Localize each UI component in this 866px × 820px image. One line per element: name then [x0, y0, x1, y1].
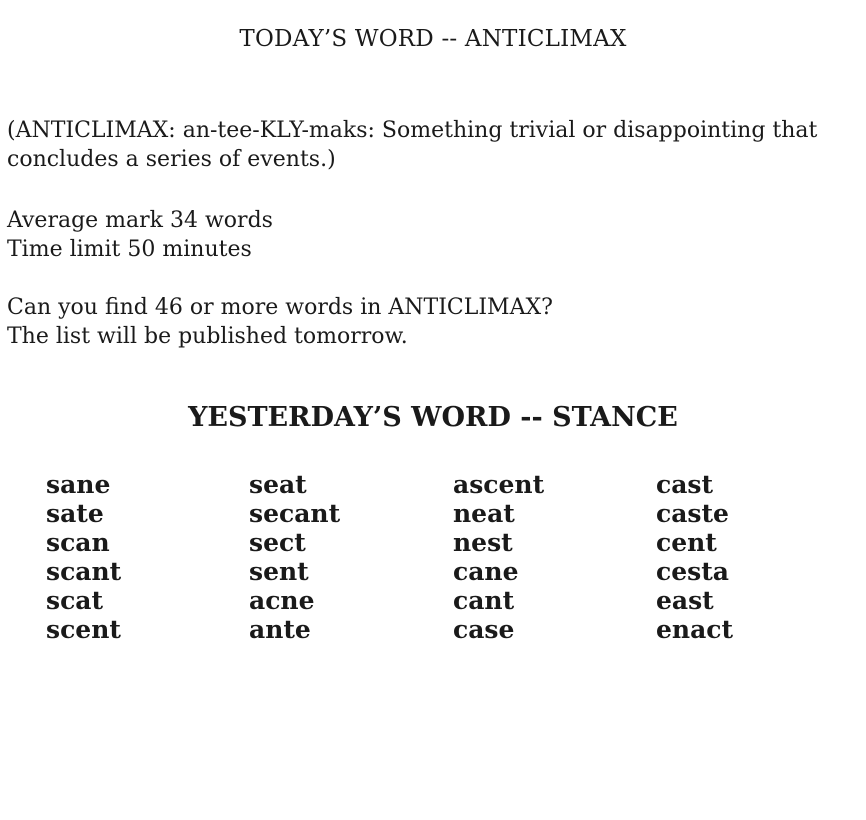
word-item: ante [249, 615, 311, 644]
word-item: secant [249, 499, 341, 528]
time-limit: Time limit 50 minutes [7, 237, 252, 262]
word-item: caste [656, 499, 729, 528]
word-item: cent [656, 528, 717, 557]
todays-word-title: TODAY’S WORD -- ANTICLIMAX [239, 26, 627, 52]
word-column-2 [249, 470, 340, 644]
word-item: enact [656, 615, 734, 644]
word-column-1 [46, 470, 121, 644]
yesterdays-word-list [0, 470, 866, 650]
yesterdays-word-title: YESTERDAY’S WORD -- STANCE [188, 402, 678, 433]
word-column-3 [453, 470, 544, 644]
word-item: scent [46, 615, 121, 644]
average-mark: Average mark 34 words [7, 208, 273, 233]
word-item: cane [453, 557, 519, 586]
word-item: case [453, 615, 515, 644]
word-item: east [656, 586, 714, 615]
definition-line-1: (ANTICLIMAX: an-tee-KLY-maks: Something trivial or disappointing that [7, 118, 818, 143]
word-item: cast [656, 470, 714, 499]
word-item: ascent [453, 470, 545, 499]
definition-line-2: concludes a series of events.) [7, 147, 336, 172]
word-column-4 [656, 470, 733, 644]
word-definition [7, 116, 817, 174]
word-item: scan [46, 528, 110, 557]
word-item: sect [249, 528, 306, 557]
word-item: sate [46, 499, 104, 528]
word-item: cant [453, 586, 515, 615]
word-item: acne [249, 586, 315, 615]
word-item: neat [453, 499, 515, 528]
word-item: cesta [656, 557, 729, 586]
word-item: sane [46, 470, 111, 499]
word-item: sent [249, 557, 309, 586]
word-item: nest [453, 528, 513, 557]
word-item: seat [249, 470, 307, 499]
word-item: scant [46, 557, 122, 586]
challenge-question: Can you find 46 or more words in ANTICLIMAX? [7, 295, 553, 320]
publish-note: The list will be published tomorrow. [7, 324, 408, 349]
word-item: scat [46, 586, 104, 615]
